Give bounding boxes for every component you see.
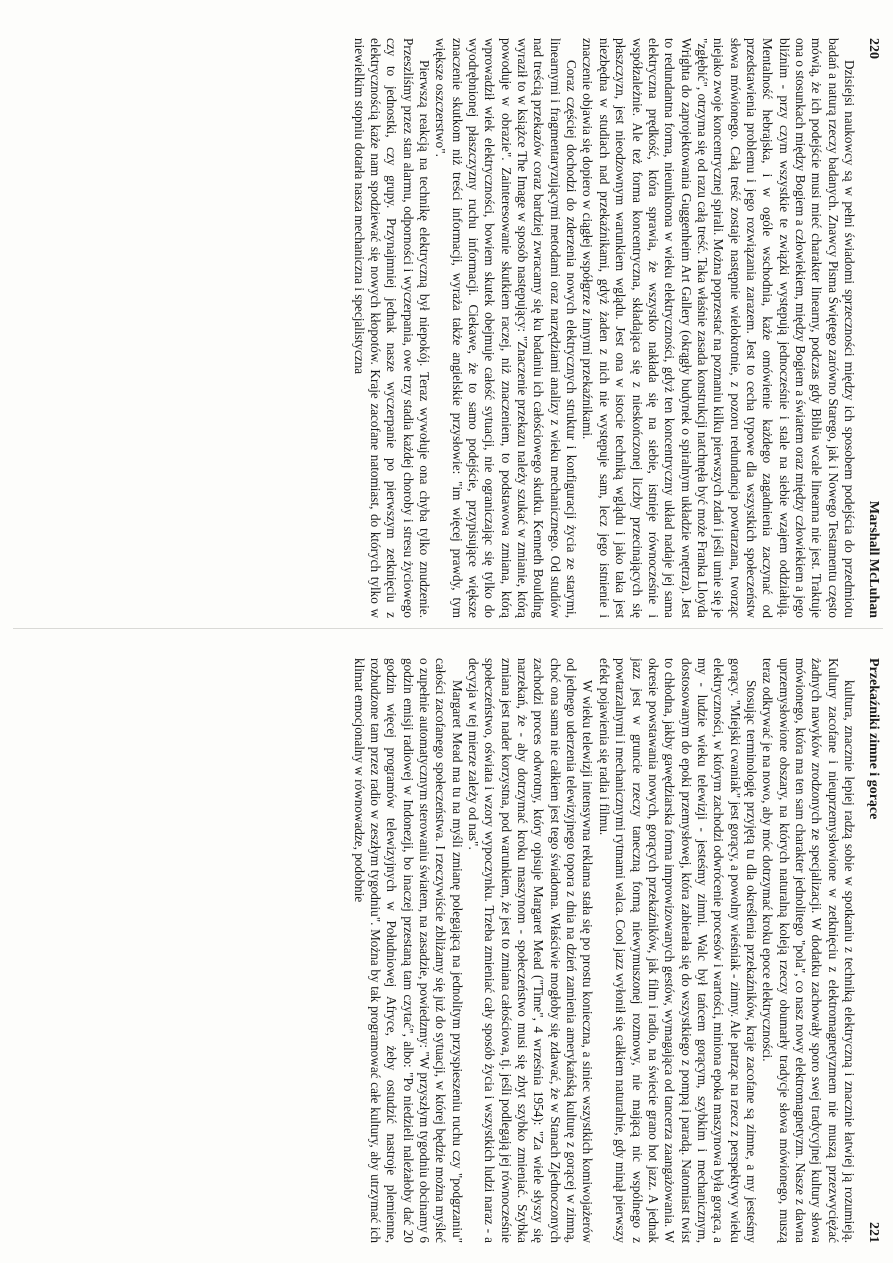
paragraph: Pierwszą reakcją na technikę elektryczną był niepokój. Teraz wywołuje ona chyba tylko znudzenie. Przeszliśmy przez stan alarmu, odporności i wyczerpania, owe trzy stadia każdej choroby i stresu życiowego czy to jednostki, czy grupy. Przynajmniej jednak nasze wyczerpanie po pierwszym zetknięciu z elektrycznością każe nam spodziewać się nowych kłopotów. Kraje zacofane natomiast, do których tylko w niewielkim stopniu dotarła nasza mechaniczna i specjalistyczna — [351, 38, 433, 618]
paragraph: Margaret Mead ma tu na myśli zmianę polegającą na jednolitym przyspieszeniu ruchu czy "podgrzaniu" całości zacofanego społeczeństwa. I rzeczywiście zbliżamy się już do sytuacji, w której będzie można myśleć o zupełnie automatycznym sterowaniu światem, na zasadzie, powiedzmy: "W przyszłym tygodniu obcinamy 6 godzin emisji radiowej w Indonezji, bo inaczej przestaną tam czytać", albo: "Po niedzieli należałoby dać 20 godzin więcej programów telewizyjnych w Południowej Afryce, żeby ostudzić nastroje plemienne, rozbudzone tam przez radio w zeszłym tygodniu". Można by tak programować całe kultury, aby utrzymać ich klimat emocjonalny w równowadze, podobnie — [351, 658, 465, 1243]
left-body-text — [350, 38, 857, 618]
left-page-number: 220 — [866, 38, 881, 59]
paragraph: Coraz częściej dochodzi do zderzenia nowych elektrycznych struktur i konfiguracji życia ze starymi, linearnymi i fragmentaryzującymi metodami oraz narzędziami analizy z wieku mechanicznego. Od studiów nad treścią przekazów coraz bardziej zwracamy się ku badaniu ich całościowego skutku. Kenneth Boulding wyraził to w książce The Image w sposób następujący: "Znaczenie przekazu należy szukać w zmianie, którą powoduje w obrazie". Zainteresowanie skutkiem raczej, niż znaczeniem, to podstawowa zmiana, którą wprowadził wiek elektryczności, bowiem skutek obejmuje całość sytuacji, nie ograniczając się tylko do wyodrębnionej płaszczyzny ruchu informacji. Ciekawe, że to samo podejście, przypisujące większe znaczenie skutkom niż treści informacji, wyraża także angielskie przysłowie: "im więcej prawdy, tym większe oszczerstwo". — [433, 38, 580, 618]
paragraph: Dzisiejsi naukowcy są w pełni świadomi sprzeczności między ich sposobem podejścia do przedmiotu badań a naturą rzeczy badanych. Znawcy Pisma Świętego zarówno Starego, jak i Nowego Testamentu często mówią, że ich podejście musi mieć charakter linearny, podczas gdy Biblia wcale linearna nie jest. Traktuje ona o stosunkach między Bogiem a człowiekiem, między Bogiem a światem oraz między człowiekiem a jego bliźnim - przy czym wszystkie te związki występują jednocześnie i stale na siebie wzajem oddziałują. Mentalność hebrajska, i w ogóle wschodnia, każe omówienie każdego zagadnienia zaczynać od przedstawienia problemu i jego rozwiązania zarazem. Jest to cecha typowe dla wszystkich społeczeństw słowa mówionego. Całą treść zostaje następnie wielokrotnie, z pozoru redundancja powtarzana, tworząc niejako zwoje koncentrycznej spirali. Można poprzestać na poznaniu kilku pierwszych zdań i jeśli umie się je "zgłębić", otrzyma się od razu całą treść. Taka właśnie zasada konstrukcji natchnęła być może Franka Lloyda Wrighta do zaprojektowania Guggenheim Art Gallery (okrągły budynek o spiralnym układzie wnętrza). Jest to redundantna forma, nieuniknona w wieku elektryczności, gdyż ten koncentryczny układ nadaje jej sama elektryczna prędkość, która sprawia, że wszystko nakłada się na siebie, istnieje równocześnie i współzależnie. Ale też forma koncentryczna, składająca się z nieskończonej liczby przecinających się płaszczyzn, jest nieodzownym warunkiem wglądu. Jest ona w istocie techniką wglądu i jako taka jest niezbędna w studiach nad przekaźnikami, gdyż żaden z nich nie występuje sam, lecz jego istnienie i znaczenie objawia się dopiero w ciągłej współgrze z innymi przekaźnikami. — [580, 38, 857, 618]
right-running-title: Przekaźniki zimne i gorące — [866, 658, 881, 820]
page-gutter — [13, 628, 883, 629]
paragraph: Stosując terminologię przyjętą tu dla określenia przekaźników, kraje zacofane są zimne, a my jesteśmy gorący. "Miejski cwaniak" jest gorący, a powolny wieśniak - zimny. Ale patrząc na rzecz z perspektywy wieku elektryczności, w którym zachodzi odwrócenie procesów i wartości, miniona epoka maszynowa była gorąca, a my - ludzie wieku telewizji - jesteśmy zimni. Walc był tańcem gorącym, szybkim i mechanicznym, dostosowanym do epoki przemysłowej, która zabierała się do wszystkiego z pompą i paradą. Natomiast twist to chłodna, jakby gawędziarska forma improwizowanych gestów, wymagająca od tancerza zaangażowania. W okresie powstawania nowych, gorących przekaźników, jak film i radio, na świecie grano hot jazz. A jednak jazz jest w gruncie rzeczy taneczną formą niewymuszonej rozmowy, nie mającą nic wspólnego z powtarzalnymi i mechanicznymi rytmami walca. Cool jazz wyłonił się całkiem naturalnie, gdy minął pierwszy efekt pojawienia się radia i filmu. — [596, 658, 759, 1243]
left-page — [0, 20, 893, 632]
paragraph: kultura, znacznie lepiej radzą sobie w spotkaniu z techniką elektryczną i znacznie łatwiej ją rozumieją. Kultury zacofane i nieuprzemysłowione w zetknięciu z elektromagnetyzmem nie muszą przezwyciężać żadnych nawyków zrodzonych ze specjalizacji. W dodatku zachowały sporo swej tradycyjnej kultury słowa mówionego, która ma ten sam charakter jednolitego "pola", co nasz nowy elektromagnetyzm. Nasze z dawna uprzemysłowione obszary, na których naturalną koleją rzeczy obumarły tradycje słowa mówionego, muszą teraz odkrywać je na nowo, aby móc dotrzymać kroku epoce elektryczności. — [760, 658, 857, 1243]
left-running-title: Marshall McLuhan — [866, 500, 881, 618]
right-body-text — [350, 658, 857, 1243]
right-page — [0, 640, 893, 1255]
paragraph: W wieku telewizji intensywna reklama stała się po prostu konieczna, a siniec wszystkich komiwojażerów od jednego uderzenia telewizyjnego topora z dnia na dzień zamienia amerykańską kulturę z gorącej w zimną, choć ona sama nie całkiem jest tego świadoma. Właściwie mogłoby się zdawać, że w Stanach Zjednoczonych zachodzi proces odwrotny, który opisuje Margaret Mead ("Time", 4 września 1954): "Za wiele słyszy się narzekań, że - aby dotrzymać kroku maszynom - społeczeństwo musi się zbyt szybko zmieniać. Szybka zmiana jest nader korzystna, pod warunkiem, że jest to zmiana całościowa, tj. jeśli podlegają jej równocześnie społeczeństwo, oświata i wzory wypoczynku. Trzeba zmieniać cały sposób życia i wszystkich ludzi naraz - a decyzja w tej mierze zależy od nas". — [466, 658, 596, 1243]
left-running-head — [857, 38, 885, 618]
right-page-number: 221 — [866, 1222, 881, 1243]
right-running-head — [857, 658, 885, 1243]
